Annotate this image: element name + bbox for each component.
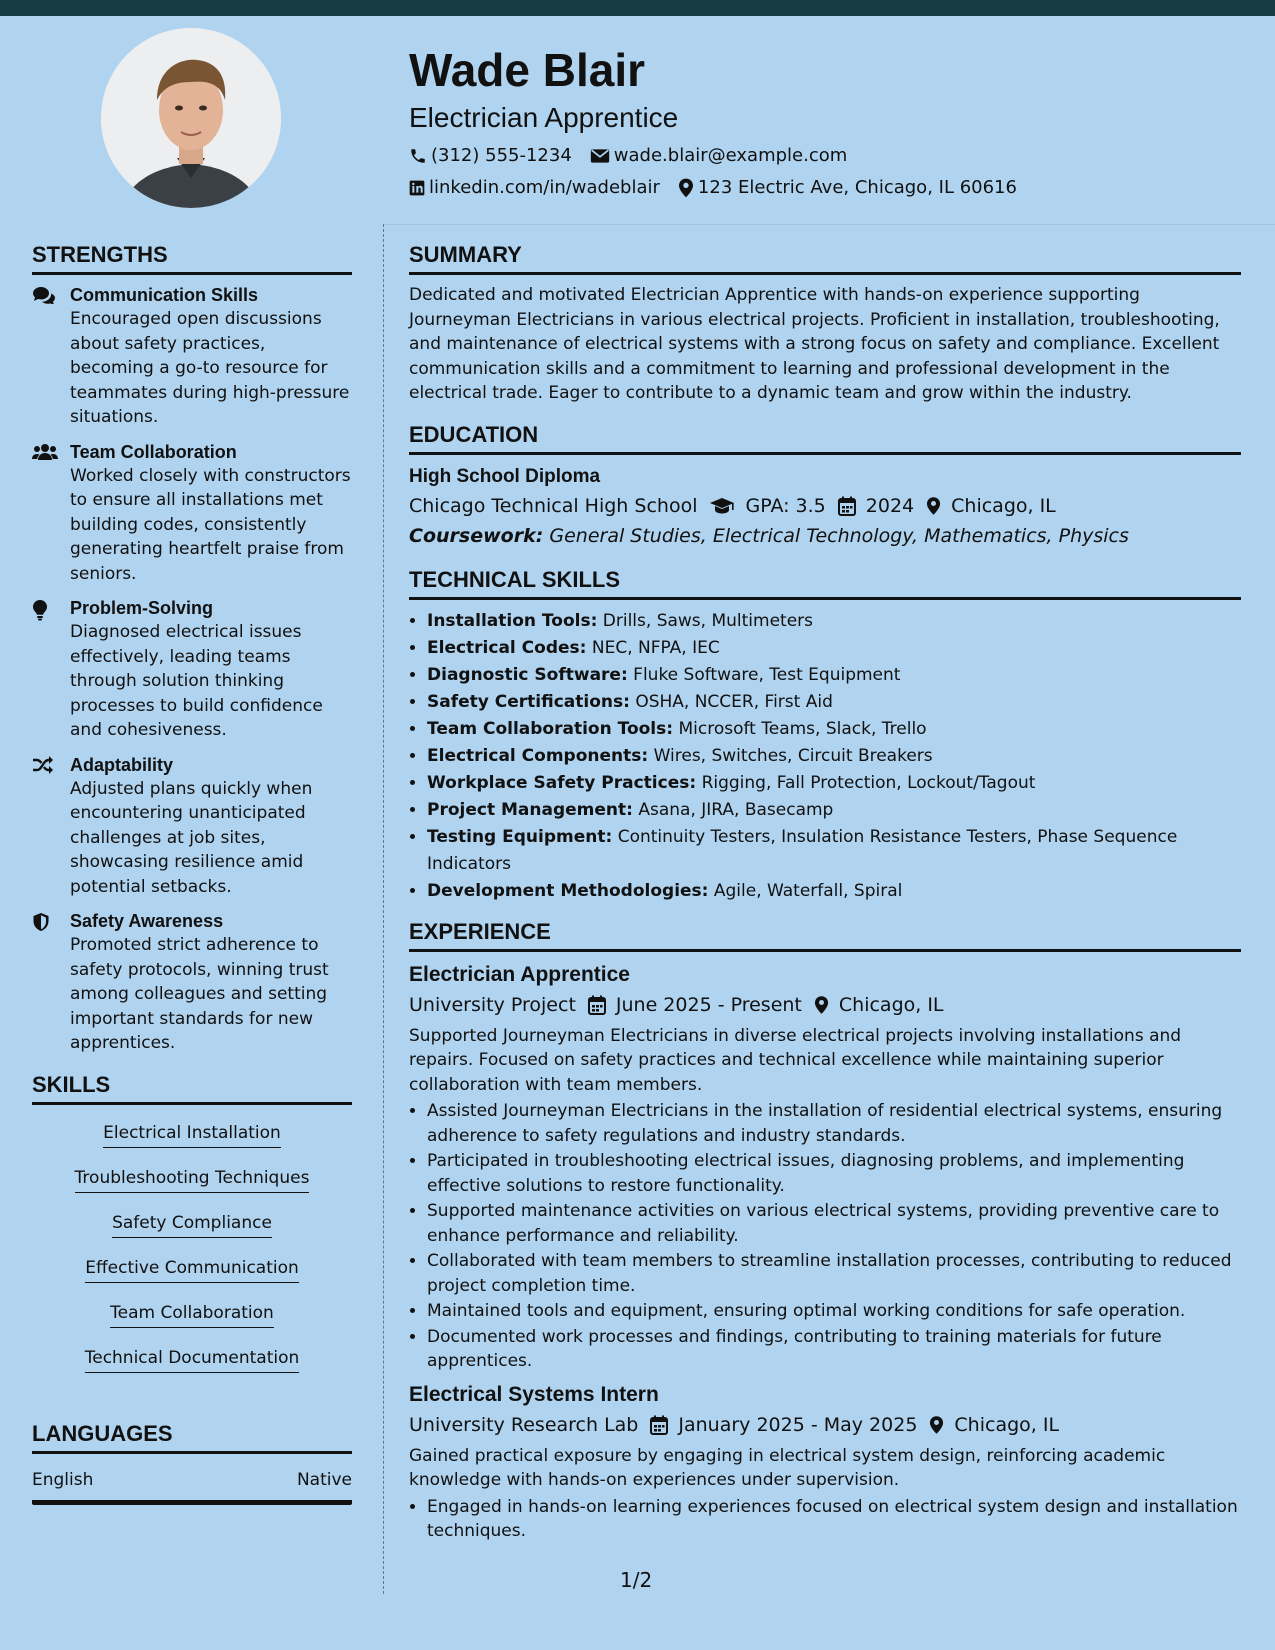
- contact-row-2: [409, 172, 1229, 204]
- linkedin-item[interactable]: [409, 172, 660, 204]
- profile-photo: [101, 28, 281, 208]
- right-column: [409, 240, 1241, 1550]
- skill-tag: Safety Compliance: [112, 1211, 272, 1238]
- column-divider: [383, 224, 384, 1594]
- strength-title: Team Collaboration: [70, 441, 237, 462]
- strength-desc: Diagnosed electrical issues effectively, leading teams through solution thinking processes to build confidence and cohesiveness.: [70, 622, 323, 740]
- skill-tag: Effective Communication: [85, 1256, 299, 1283]
- calendar-icon: [650, 1415, 668, 1435]
- skills-list: [32, 1121, 352, 1391]
- coursework-list: General Studies, Electrical Technology, Mathematics, Physics: [549, 524, 1129, 547]
- header: [409, 40, 1229, 204]
- page-number: 1/2: [620, 1568, 653, 1592]
- comments-icon: [32, 286, 56, 304]
- summary-text: Dedicated and motivated Electrician Apprentice with hands-on experience supporting Journeyman Electricians in various electrical projects. Proficient in installation, troubleshooting, and maintenance of electrical systems with a strong focus on safety and compliance. Excellent communication skills and a commitment to learning and professional development in the electrical trade. Eager to contribute to a dynamic team and grow within the industry.: [409, 285, 1220, 403]
- email-item[interactable]: [590, 140, 847, 172]
- contact-row-1: [409, 140, 1229, 172]
- candidate-name: Wade Blair: [409, 44, 646, 96]
- strength-item: [32, 283, 352, 430]
- list-item: • Electrical Codes: NEC, NFPA, IEC: [427, 635, 1241, 662]
- strength-desc: Adjusted plans quickly when encountering unanticipated challenges at job sites, showcasing resilience amid potential setbacks.: [70, 778, 313, 897]
- map-marker-icon: [929, 1415, 944, 1435]
- education-heading: EDUCATION: [409, 420, 1241, 455]
- list-item: • Safety Certifications: OSHA, NCCER, First Aid: [427, 689, 1241, 716]
- strength-item: [32, 596, 352, 743]
- languages-heading: LANGUAGES: [32, 1419, 352, 1454]
- list-item: • Installation Tools: Drills, Saws, Multimeters: [427, 608, 1241, 635]
- job-role: Electrical Systems Intern: [409, 1382, 659, 1406]
- school-name: Chicago Technical High School: [409, 494, 698, 517]
- language-name: English: [32, 1469, 94, 1490]
- linkedin-text: linkedin.com/in/wadeblair: [429, 177, 660, 198]
- experience-heading: EXPERIENCE: [409, 917, 1241, 952]
- users-icon: [32, 443, 58, 461]
- strength-desc: Encouraged open discussions about safety practices, becoming a go-to resource for teammates during high-pressure situations.: [70, 309, 350, 427]
- strength-title: Communication Skills: [70, 285, 259, 305]
- strength-title: Problem-Solving: [70, 598, 214, 618]
- job-meta: [409, 1410, 1241, 1440]
- list-item: • Participated in troubleshooting electrical issues, diagnosing problems, and implementing effective solutions to restore functionality.: [427, 1149, 1241, 1198]
- job-bullets: [409, 1099, 1241, 1374]
- skill-tag: Team Collaboration: [110, 1301, 274, 1328]
- coursework-label: Coursework:: [409, 524, 544, 547]
- technical-skills-heading: TECHNICAL SKILLS: [409, 565, 1241, 600]
- degree: High School Diploma: [409, 465, 601, 487]
- skill-tag: Troubleshooting Techniques: [75, 1166, 310, 1193]
- list-item: • Project Management: Asana, JIRA, Basecamp: [427, 797, 1241, 824]
- summary-heading: SUMMARY: [409, 240, 1241, 275]
- phone-text: (312) 555-1234: [431, 145, 572, 166]
- graduation-cap-icon: [709, 497, 735, 515]
- strength-title: Adaptability: [70, 754, 174, 775]
- list-item: • Engaged in hands-on learning experiences focused on electrical system design and installation techniques.: [427, 1495, 1241, 1544]
- job-summary: Gained practical exposure by engaging in electrical system design, reinforcing academic knowledge with hands-on experiences under supervision.: [409, 1445, 1166, 1490]
- strength-item: [32, 753, 352, 900]
- language-level: Native: [296, 1469, 352, 1490]
- top-bar: [0, 0, 1275, 16]
- job-org: University Project: [409, 993, 576, 1016]
- shuffle-icon: [32, 756, 54, 774]
- job-dates: June 2025 - Present: [588, 990, 802, 1020]
- list-item: • Maintained tools and equipment, ensuring optimal working conditions for safe operation.: [427, 1299, 1241, 1324]
- technical-skills-list: [409, 608, 1241, 905]
- job-role: Electrician Apprentice: [409, 962, 630, 986]
- strengths-heading: STRENGTHS: [32, 240, 352, 275]
- graduation-year: 2024: [838, 491, 914, 521]
- strength-desc: Promoted strict adherence to safety protocols, winning trust among colleagues and setting important standards for new apprentices.: [70, 935, 329, 1053]
- email-text: wade.blair@example.com: [613, 145, 848, 166]
- job-summary: Supported Journeyman Electricians in diverse electrical projects involving installations and repairs. Focused on safety practices and technical excellence while maintaining superior collaboration with team members.: [409, 1025, 1182, 1095]
- header-divider: [383, 224, 1275, 225]
- strength-title: Safety Awareness: [70, 911, 224, 931]
- coursework: [409, 521, 1241, 551]
- education-location: Chicago, IL: [926, 491, 1056, 521]
- skill-tag: Technical Documentation: [85, 1346, 300, 1373]
- left-column: [32, 240, 352, 1505]
- list-item: • Electrical Components: Wires, Switches, Circuit Breakers: [427, 743, 1241, 770]
- list-item: • Workplace Safety Practices: Rigging, Fall Protection, Lockout/Tagout: [427, 770, 1241, 797]
- strength-item: [32, 440, 352, 587]
- job-title: Electrician Apprentice: [409, 102, 679, 133]
- calendar-icon: [838, 496, 856, 516]
- list-item: • Documented work processes and findings, contributing to training materials for future apprentices.: [427, 1325, 1241, 1374]
- map-marker-icon: [814, 995, 829, 1015]
- education-meta: [409, 491, 1241, 521]
- list-item: • Testing Equipment: Continuity Testers, Insulation Resistance Testers, Phase Sequence Indicators: [427, 824, 1241, 878]
- shield-icon: [32, 912, 50, 932]
- list-item: • Development Methodologies: Agile, Waterfall, Spiral: [427, 878, 1241, 905]
- job-location: Chicago, IL: [929, 1410, 1059, 1440]
- list-item: • Diagnostic Software: Fluke Software, Test Equipment: [427, 662, 1241, 689]
- address-text: 123 Electric Ave, Chicago, IL 60616: [697, 177, 1017, 198]
- language-row: [32, 1468, 352, 1505]
- gpa: GPA: 3.5: [709, 491, 825, 521]
- job-bullets: [409, 1495, 1241, 1544]
- job-org: University Research Lab: [409, 1413, 639, 1436]
- address-item: [678, 172, 1017, 204]
- map-marker-icon: [926, 496, 941, 516]
- list-item: • Team Collaboration Tools: Microsoft Teams, Slack, Trello: [427, 716, 1241, 743]
- job-location: Chicago, IL: [814, 990, 944, 1020]
- phone-item[interactable]: [409, 140, 572, 172]
- list-item: • Supported maintenance activities on various electrical systems, providing preventive care to enhance performance and reliability.: [427, 1199, 1241, 1248]
- list-item: • Collaborated with team members to streamline installation processes, contributing to reduced project completion time.: [427, 1249, 1241, 1298]
- list-item: • Assisted Journeyman Electricians in the installation of residential electrical systems, ensuring adherence to safety regulations and industry standards.: [427, 1099, 1241, 1148]
- skills-heading: SKILLS: [32, 1070, 352, 1105]
- job-meta: [409, 990, 1241, 1020]
- linkedin-icon: [409, 180, 425, 196]
- skill-tag: Electrical Installation: [103, 1121, 281, 1148]
- strength-item: [32, 909, 352, 1056]
- envelope-icon: [590, 148, 610, 164]
- map-marker-icon: [678, 178, 694, 198]
- strength-desc: Worked closely with constructors to ensure all installations met building codes, consistently generating heartfelt praise from seniors.: [70, 465, 351, 584]
- job-dates: January 2025 - May 2025: [650, 1410, 917, 1440]
- phone-icon: [409, 147, 427, 165]
- lightbulb-icon: [32, 599, 48, 621]
- calendar-icon: [588, 995, 606, 1015]
